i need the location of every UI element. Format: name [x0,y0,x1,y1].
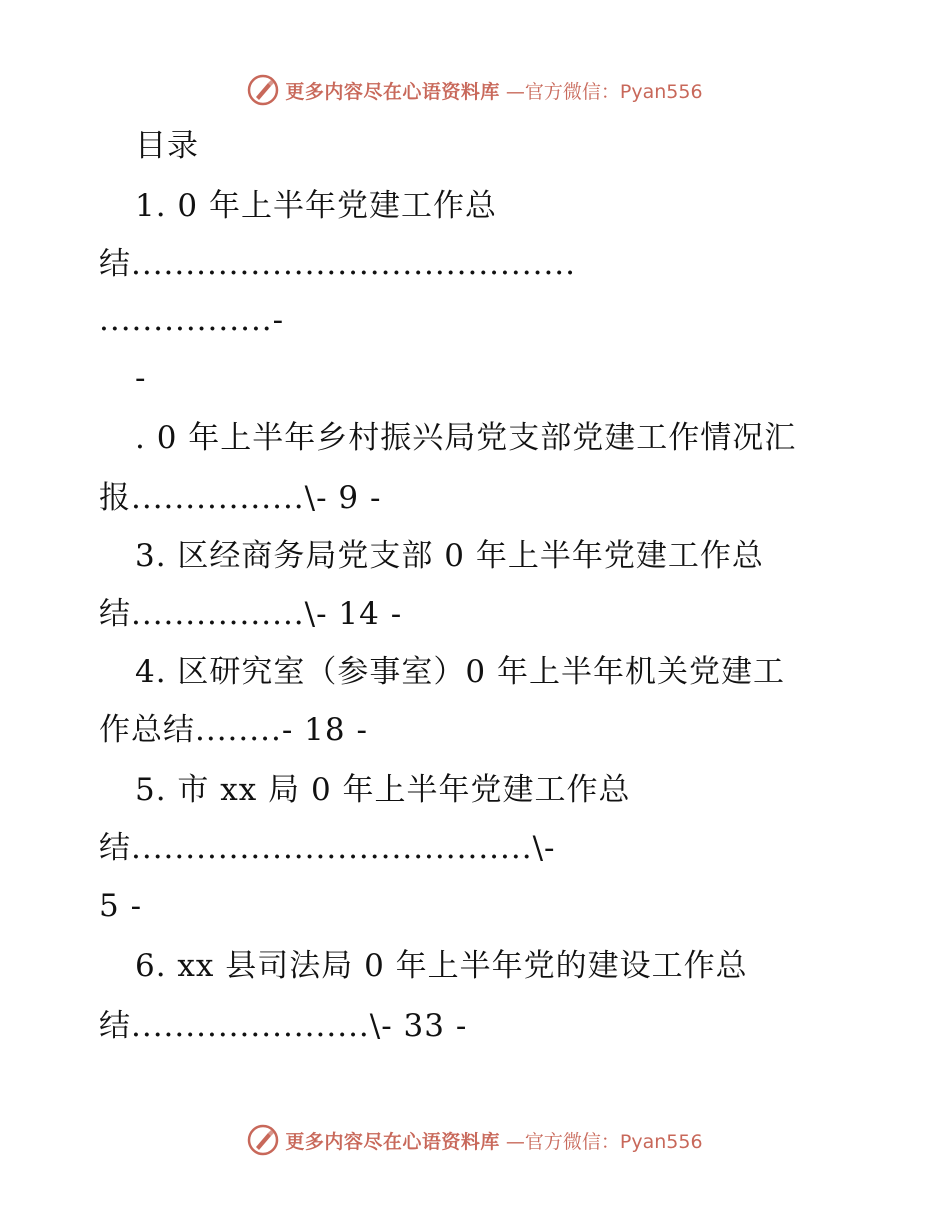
toc-line: 结......................................... [99,246,577,282]
footer-watermark [0,1120,950,1160]
watermark-contact-text: —官方微信：Pyan556 [505,1130,703,1153]
toc-line: . 0 年上半年乡村振兴局党支部党建工作情况汇 [135,420,797,456]
watermark-brand-text: 更多内容尽在心语资料库 [285,80,500,103]
toc-line: 1. 0 年上半年党建工作总 [135,188,498,224]
toc-line: 结......................\- 33 - [99,1008,468,1044]
toc-line: 3. 区经商务局党支部 0 年上半年党建工作总 [135,538,764,574]
toc-line: 结................\- 14 - [99,596,403,632]
watermark-contact-text: —官方微信：Pyan556 [505,80,703,103]
header-watermark [0,70,950,110]
toc-line: 5. 市 xx 局 0 年上半年党建工作总 [135,772,631,808]
toc-line: 作总结........- 18 - [99,712,368,748]
toc-line: 结.....................................\- [99,830,556,866]
watermark-brand-text: 更多内容尽在心语资料库 [285,1130,500,1153]
toc-line: 6. xx 县司法局 0 年上半年党的建设工作总 [135,948,748,984]
toc-line: 报................\- 9 - [99,480,382,516]
pen-seal-icon [247,74,279,106]
toc-heading: 目录 [135,128,199,164]
toc-line: - [135,360,147,396]
toc-line: 5 - [99,888,143,924]
toc-line: ................- [99,302,285,338]
toc-line: 4. 区研究室（参事室）0 年上半年机关党建工 [135,654,786,690]
pen-seal-icon [247,1124,279,1156]
